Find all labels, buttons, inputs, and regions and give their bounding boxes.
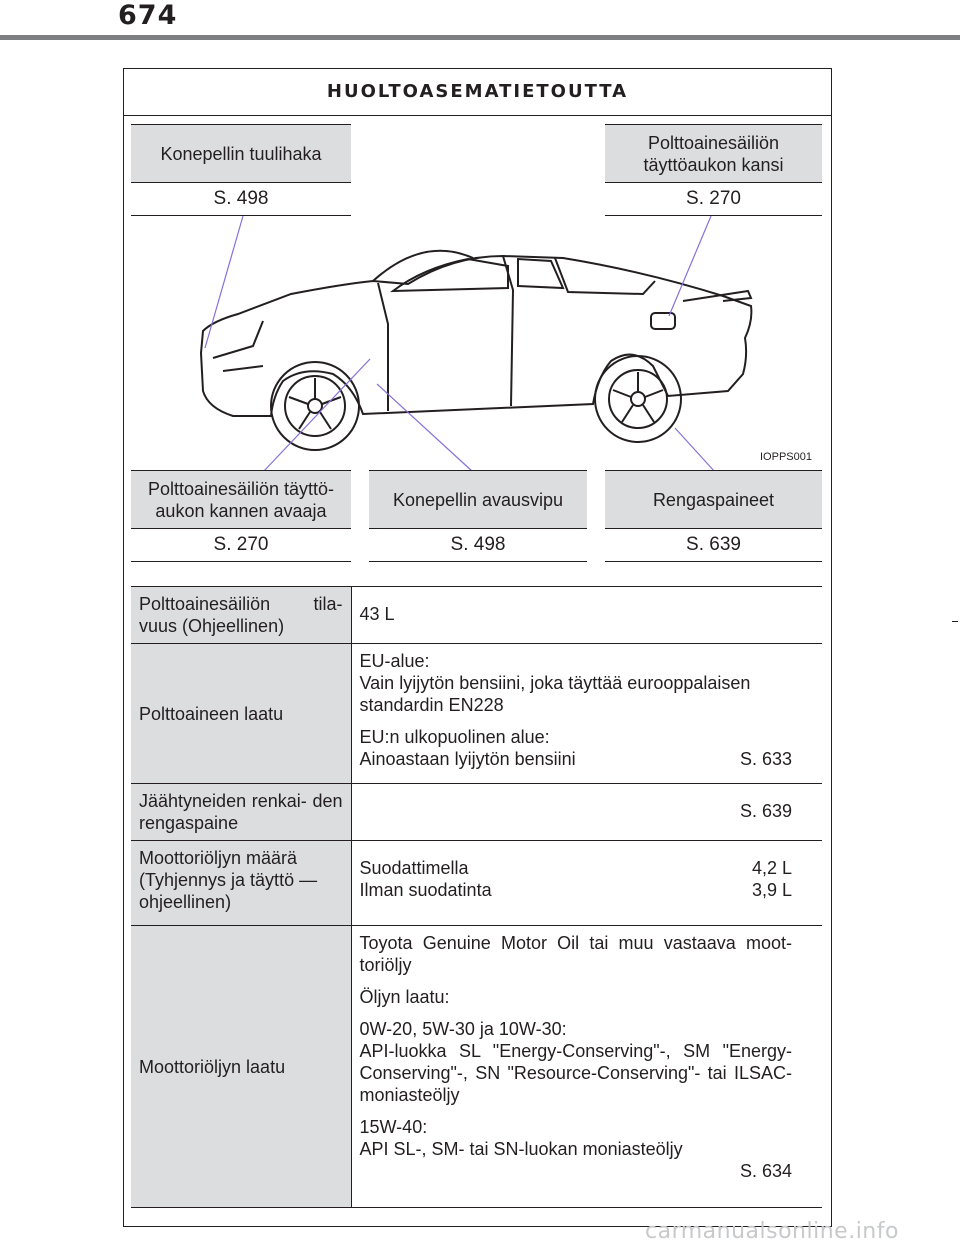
oil-grade-p2: Öljyn laatu: <box>359 987 450 1007</box>
ref-fuel-door[interactable]: S. 270 <box>605 183 822 216</box>
oil-with-filter-value: 4,2 L <box>751 858 792 878</box>
ref-hood-lever[interactable]: S. 498 <box>369 529 587 562</box>
car-body <box>201 251 751 416</box>
fuel-eu-head: EU-alue: <box>359 651 430 671</box>
label-hood-lever-text: Konepellin avausvipu <box>392 489 564 510</box>
fuel-ref[interactable]: S. 633 <box>739 749 792 769</box>
spec-label: Polttoainesäiliön tila- vuus (Ohjeellinen) <box>131 587 351 644</box>
label-fuel-door-opener <box>131 470 351 529</box>
fuel-non-eu-text: Ainoastaan lyijytön bensiini <box>359 749 576 769</box>
label-hood-lever <box>369 470 587 529</box>
margin-mark <box>952 621 958 622</box>
oil-without-filter: Ilman suodatinta <box>359 880 492 900</box>
image-code: IOPPS001 <box>760 451 812 463</box>
fuel-non-eu-head: EU:n ulkopuolinen alue: <box>359 727 550 747</box>
ref-hood-support[interactable]: S. 498 <box>131 183 351 216</box>
table-row <box>131 841 822 926</box>
spec-label: Jäähtyneiden renkai- den rengaspaine <box>131 784 351 841</box>
oil-with-filter: Suodattimella <box>359 858 469 878</box>
label-hood-support-text: Konepellin tuulihaka <box>160 143 322 164</box>
spec-value <box>351 644 822 784</box>
watermark: carmanualsonline.info <box>645 1219 899 1244</box>
table-row <box>131 644 822 784</box>
oil-grade-ref[interactable]: S. 634 <box>739 1161 792 1181</box>
spec-value <box>351 784 822 841</box>
table-row <box>131 784 822 841</box>
ref-fuel-door-opener[interactable]: S. 270 <box>131 529 351 562</box>
spec-value: 43 L <box>351 587 822 644</box>
tire-ref[interactable]: S. 639 <box>739 801 792 821</box>
header-rule <box>0 35 960 40</box>
oil-grade-p1: Toyota Genuine Motor Oil tai muu vastaava moot- toriöljy <box>359 933 792 975</box>
front-wheel <box>271 362 359 450</box>
spec-value <box>351 926 822 1208</box>
oil-grade-p3-text: API-luokka SL "Energy-Conserving"-, SM "Energy- Conserving"-, SN "Resource-Conserving"- tai ILSAC-moniasteöljy <box>359 1041 792 1105</box>
table-row <box>131 587 822 644</box>
label-fuel-door-text: Polttoainesäiliön täyttöaukon kansi <box>643 132 784 175</box>
oil-grade-p3-head: 0W-20, 5W-30 ja 10W-30: <box>359 1019 567 1039</box>
label-tire-pressure-text: Rengaspaineet <box>652 489 775 510</box>
car-illustration <box>123 116 832 476</box>
specs-table <box>131 586 822 1208</box>
section-title: HUOLTOASEMATIETOUTTA <box>123 68 832 116</box>
page-number: 674 <box>118 0 178 31</box>
fuel-eu-text: Vain lyijytön bensiini, joka täyttää eurooppalaisen standardin EN228 <box>359 673 751 715</box>
spec-label: Moottoriöljyn laatu <box>131 926 351 1208</box>
rear-wheel <box>595 356 681 442</box>
oil-grade-p4-head: 15W-40: <box>359 1117 428 1137</box>
ref-tire-pressure[interactable]: S. 639 <box>605 529 822 562</box>
label-tire-pressure <box>605 470 822 529</box>
spec-label: Polttoaineen laatu <box>131 644 351 784</box>
spec-value <box>351 841 822 926</box>
oil-without-filter-value: 3,9 L <box>751 880 792 900</box>
oil-grade-p4-text: API SL-, SM- tai SN-luokan moniasteöljy <box>359 1139 683 1159</box>
label-fuel-door-opener-text: Polttoainesäiliön täyttö- aukon kannen avaaja <box>147 478 335 521</box>
table-row <box>131 926 822 1208</box>
spec-label: Moottoriöljyn määrä (Tyhjennys ja täyttö — ohjeellinen) <box>131 841 351 926</box>
